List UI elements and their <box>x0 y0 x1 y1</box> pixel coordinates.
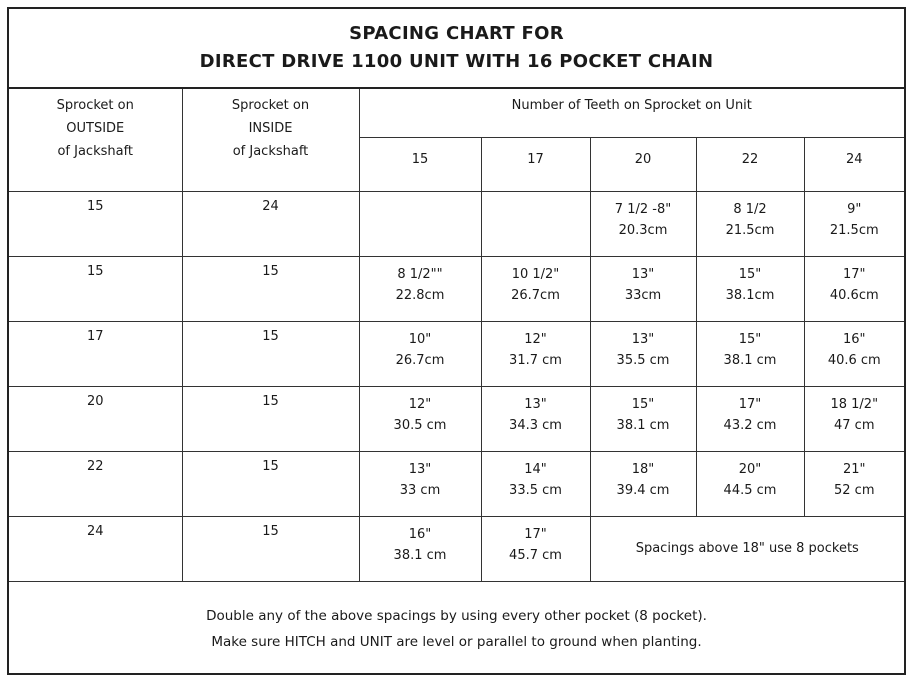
inside-value: 15 <box>182 451 359 516</box>
outside-value: 20 <box>9 386 182 451</box>
teeth-24: 24 <box>804 137 904 191</box>
header-outside: Sprocket on OUTSIDE of Jackshaft <box>9 89 182 191</box>
spacing-cell: 15" 38.1cm <box>696 256 804 321</box>
spacing-cell: 18 1/2" 47 cm <box>804 386 904 451</box>
outside-value: 17 <box>9 321 182 386</box>
title-line-1: SPACING CHART FOR <box>349 23 564 44</box>
outside-value: 24 <box>9 516 182 581</box>
spacing-cell: 18" 39.4 cm <box>590 451 696 516</box>
outside-value: 15 <box>9 191 182 256</box>
footer-line-2: Make sure HITCH and UNIT are level or parallel to ground when planting. <box>211 634 702 650</box>
header-teeth-label: Number of Teeth on Sprocket on Unit <box>359 89 904 137</box>
spacing-cell: 15" 38.1 cm <box>696 321 804 386</box>
spacing-cell: 14" 33.5 cm <box>481 451 590 516</box>
spacing-cell: 10" 26.7cm <box>359 321 481 386</box>
inside-value: 15 <box>182 516 359 581</box>
spacing-cell: 16" 40.6 cm <box>804 321 904 386</box>
spacing-cell: 10 1/2" 26.7cm <box>481 256 590 321</box>
teeth-17: 17 <box>481 137 590 191</box>
inside-value: 15 <box>182 321 359 386</box>
spacing-cell: 21" 52 cm <box>804 451 904 516</box>
spacing-cell <box>481 191 590 256</box>
table-row <box>9 256 904 321</box>
spacing-cell: 7 1/2 -8" 20.3cm <box>590 191 696 256</box>
spacing-cell <box>359 191 481 256</box>
teeth-15: 15 <box>359 137 481 191</box>
table-row <box>9 386 904 451</box>
header-inside: Sprocket on INSIDE of Jackshaft <box>182 89 359 191</box>
footer-line-1: Double any of the above spacings by using every other pocket (8 pocket). <box>206 608 707 624</box>
spacing-cell: 12" 31.7 cm <box>481 321 590 386</box>
spacing-cell: 17" 40.6cm <box>804 256 904 321</box>
spacing-cell: 13" 34.3 cm <box>481 386 590 451</box>
table-row <box>9 516 904 581</box>
spacing-cell: 8 1/2"" 22.8cm <box>359 256 481 321</box>
inside-value: 15 <box>182 386 359 451</box>
spacing-chart <box>7 7 906 675</box>
footer-notes <box>9 582 904 677</box>
spacing-cell: 8 1/2 21.5cm <box>696 191 804 256</box>
spacing-note: Spacings above 18" use 8 pockets <box>590 516 904 581</box>
spacing-cell: 17" 43.2 cm <box>696 386 804 451</box>
spacing-cell: 20" 44.5 cm <box>696 451 804 516</box>
table-row <box>9 191 904 256</box>
spacing-cell: 13" 33 cm <box>359 451 481 516</box>
table-row <box>9 451 904 516</box>
teeth-20: 20 <box>590 137 696 191</box>
outside-value: 15 <box>9 256 182 321</box>
spacing-cell: 13" 33cm <box>590 256 696 321</box>
spacing-cell: 9" 21.5cm <box>804 191 904 256</box>
spacing-cell: 15" 38.1 cm <box>590 386 696 451</box>
spacing-table <box>9 89 904 582</box>
outside-value: 22 <box>9 451 182 516</box>
spacing-cell: 13" 35.5 cm <box>590 321 696 386</box>
teeth-22: 22 <box>696 137 804 191</box>
title-line-2: DIRECT DRIVE 1100 UNIT WITH 16 POCKET CHAIN <box>199 51 714 72</box>
spacing-cell: 12" 30.5 cm <box>359 386 481 451</box>
inside-value: 15 <box>182 256 359 321</box>
spacing-cell: 16" 38.1 cm <box>359 516 481 581</box>
inside-value: 24 <box>182 191 359 256</box>
chart-title <box>9 9 904 89</box>
spacing-cell: 17" 45.7 cm <box>481 516 590 581</box>
table-row <box>9 321 904 386</box>
